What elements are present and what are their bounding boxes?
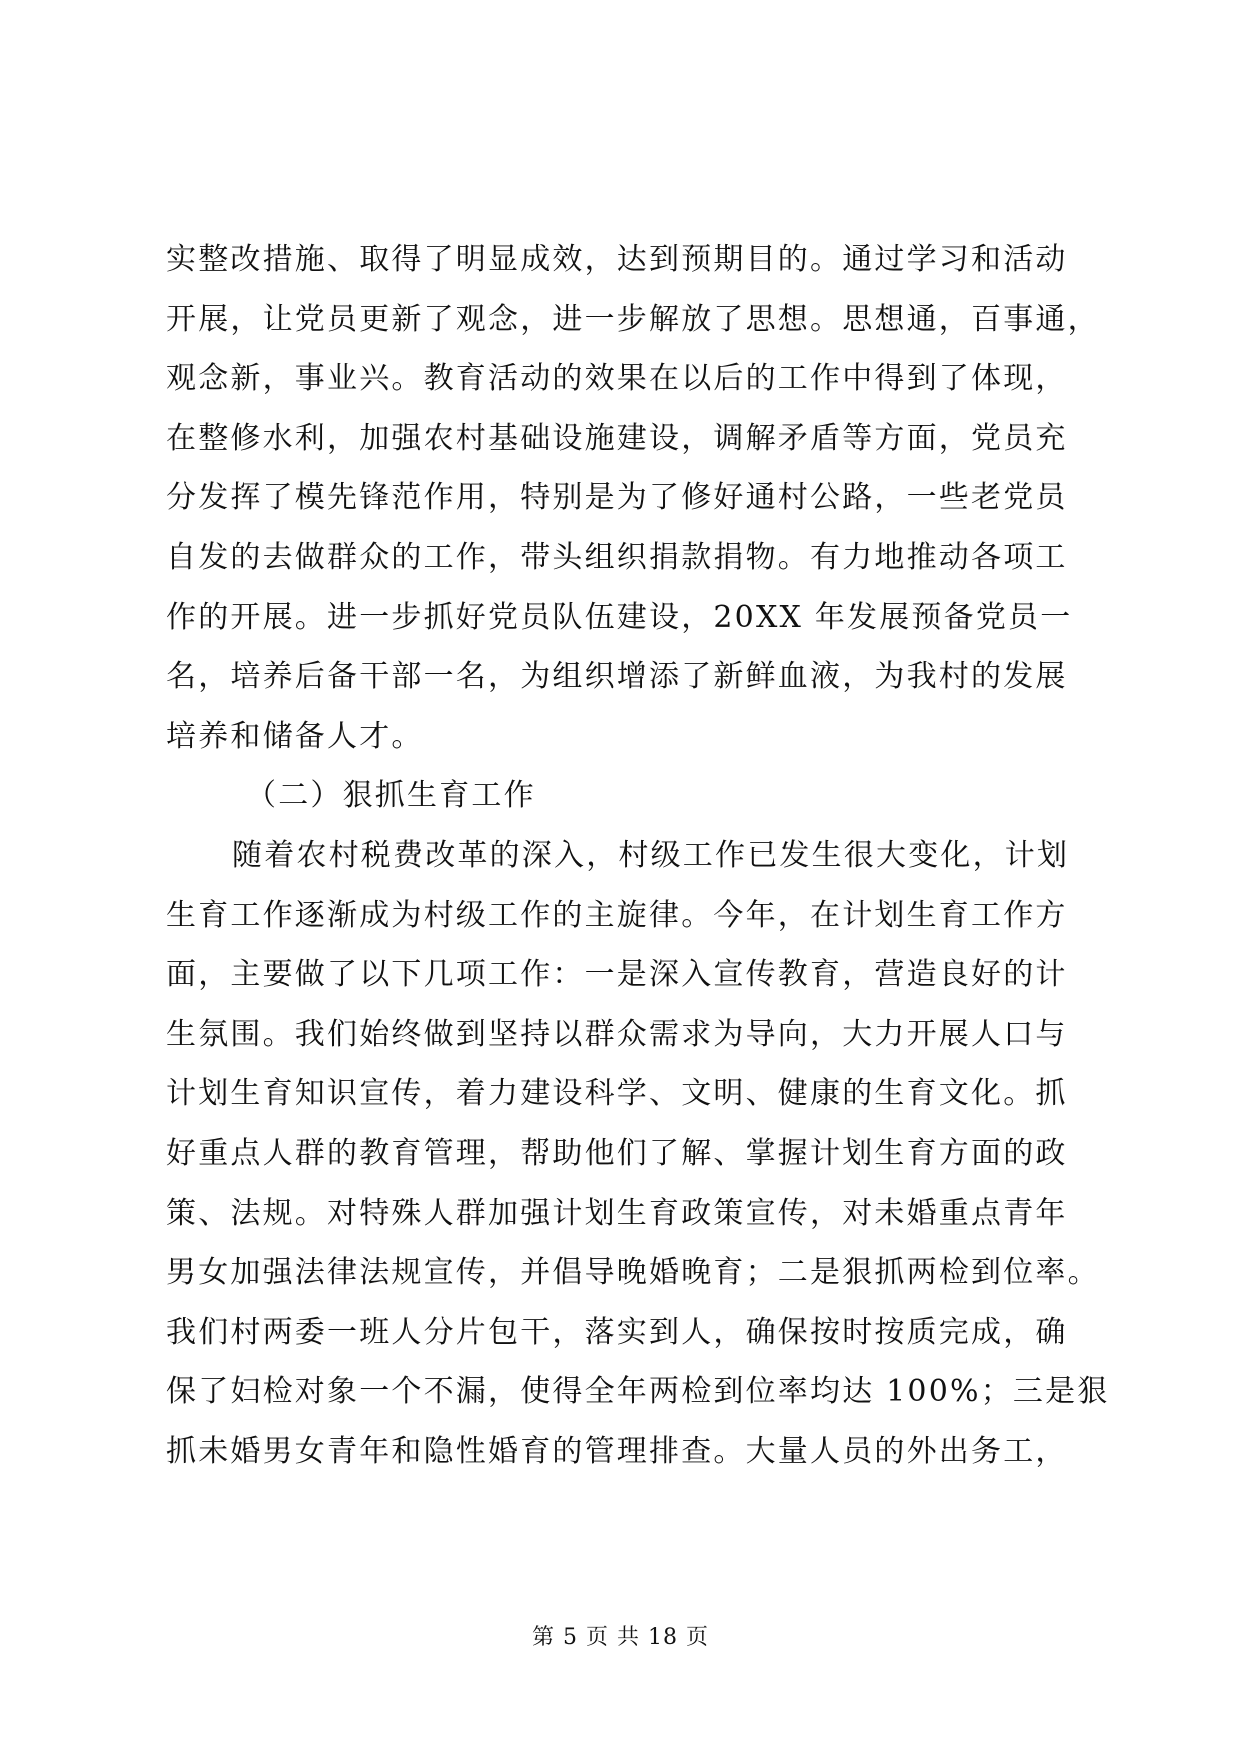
text-line: 保了妇检对象一个不漏，使得全年两检到位率均达 100%；三是狠 [166,1374,1110,1410]
text-line: 策、法规。对特殊人群加强计划生育政策宣传，对未婚重点青年 [166,1195,1068,1231]
page-footer: 第 5 页 共 18 页 [532,1625,709,1650]
text-line: 随着农村税费改革的深入，村级工作已发生很大变化，计划 [232,837,1070,873]
text-line: 培养和储备人才。 [166,718,424,754]
text-line: 开展，让党员更新了观念，进一步解放了思想。思想通，百事通， [166,301,1100,337]
section-heading: （二）狠抓生育工作 [246,778,536,814]
text-line: 面，主要做了以下几项工作：一是深入宣传教育，营造良好的计 [166,957,1068,993]
text-line: 观念新，事业兴。教育活动的效果在以后的工作中得到了体现， [166,361,1068,397]
document-body [166,230,1110,1481]
text-line: 分发挥了模先锋范作用，特别是为了修好通村公路，一些老党员 [166,480,1068,516]
text-line: 实整改措施、取得了明显成效，达到预期目的。通过学习和活动 [166,242,1068,277]
text-line: 好重点人群的教育管理，帮助他们了解、掌握计划生育方面的政 [166,1135,1068,1171]
text-line: 我们村两委一班人分片包干，落实到人，确保按时按质完成，确 [166,1314,1068,1350]
text-line: 名，培养后备干部一名，为组织增添了新鲜血液，为我村的发展 [166,659,1068,695]
text-line: 生育工作逐渐成为村级工作的主旋律。今年，在计划生育工作方 [166,897,1068,933]
text-line: 作的开展。进一步抓好党员队伍建设，20XX 年发展预备党员一 [166,599,1073,635]
text-line: 在整修水利，加强农村基础设施建设，调解矛盾等方面，党员充 [166,420,1068,456]
text-line: 生氛围。我们始终做到坚持以群众需求为导向，大力开展人口与 [166,1016,1068,1052]
text-line: 男女加强法律法规宣传，并倡导晚婚晚育；二是狠抓两检到位率。 [166,1255,1100,1291]
text-line: 自发的去做群众的工作，带头组织捐款捐物。有力地推动各项工 [166,539,1068,575]
text-line: 抓未婚男女青年和隐性婚育的管理排查。大量人员的外出务工， [166,1433,1068,1469]
text-line: 计划生育知识宣传，着力建设科学、文明、健康的生育文化。抓 [166,1076,1068,1112]
